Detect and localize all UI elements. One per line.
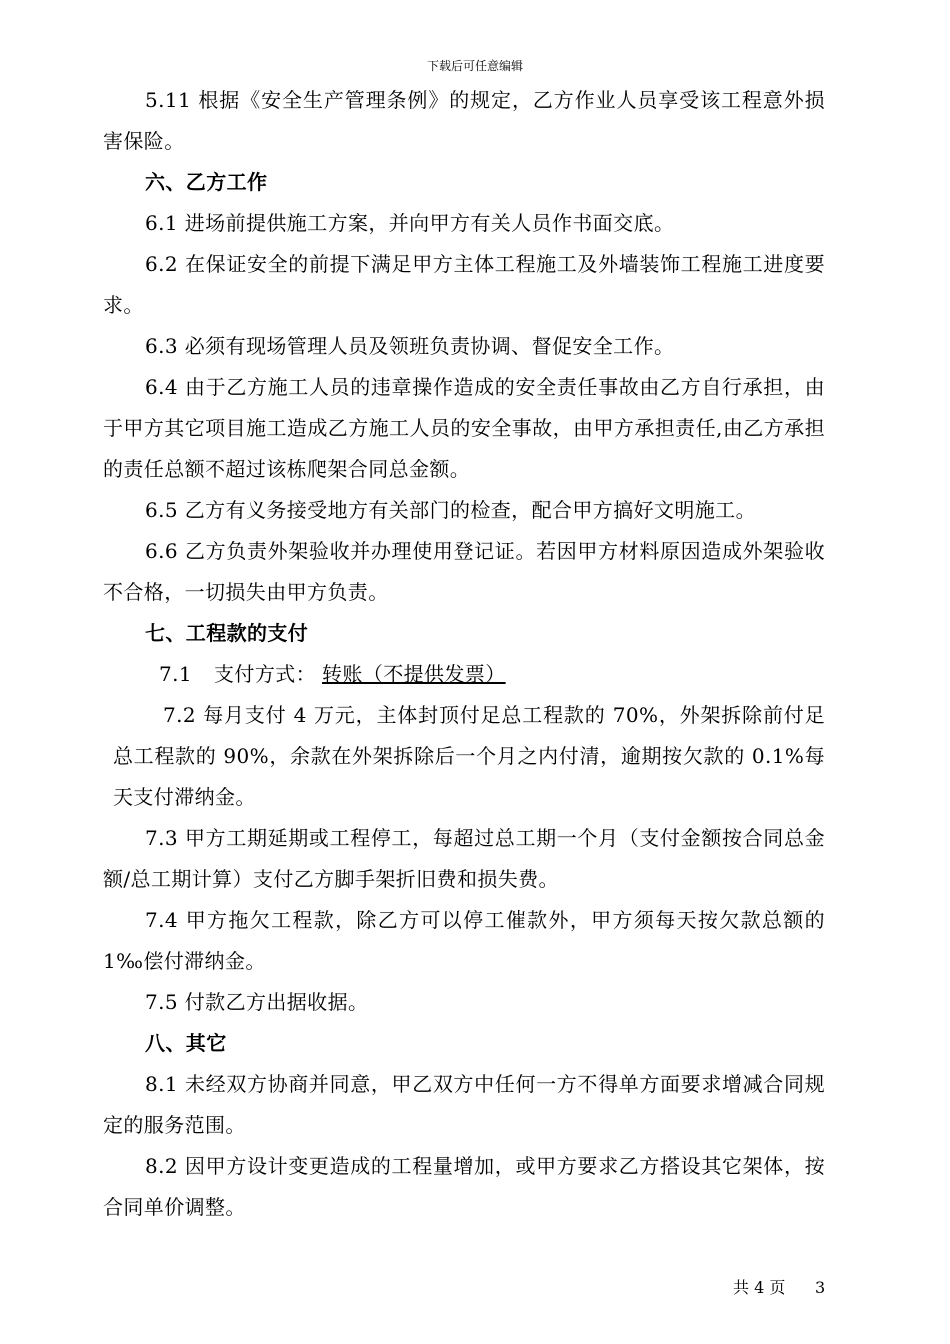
clause-7-4: 7.4 甲方拖欠工程款，除乙方可以停工催款外，甲方须每天按欠款总额的 1‰偿付滞纳金。 bbox=[103, 908, 825, 973]
clause-6-5: 6.5 乙方有义务接受地方有关部门的检查，配合甲方搞好文明施工。 bbox=[145, 498, 756, 522]
clause-5-11: 5.11 根据《安全生产管理条例》的规定，乙方作业人员享受该工程意外损害保险。 bbox=[103, 88, 825, 153]
clause-6-3: 6.3 必须有现场管理人员及领班负责协调、督促安全工作。 bbox=[145, 334, 675, 358]
document-body bbox=[103, 80, 825, 1228]
section-heading-7: 七、工程款的支付 bbox=[145, 621, 309, 645]
clause-7-1-number: 7.1 bbox=[159, 662, 193, 686]
section-heading-8: 八、其它 bbox=[145, 1031, 227, 1055]
clause-7-1 bbox=[103, 654, 825, 695]
clause-8-2: 8.2 因甲方设计变更造成的工程量增加，或甲方要求乙方搭设其它架体，按合同单价调整。 bbox=[103, 1154, 825, 1219]
clause-7-5: 7.5 付款乙方出据收据。 bbox=[145, 990, 369, 1014]
total-pages: 共 4 页 bbox=[733, 1278, 786, 1297]
clause-7-2: 7.2 每月支付 4 万元，主体封顶付足总工程款的 70%，外架拆除前付足总工程款的 90%，余款在外架拆除后一个月之内付清，逾期按欠款的 0.1%每天支付滞纳金。 bbox=[113, 703, 825, 809]
clause-8-1: 8.1 未经双方协商并同意，甲乙双方中任何一方不得单方面要求增减合同规定的服务范围。 bbox=[103, 1072, 825, 1137]
clause-6-2: 6.2 在保证安全的前提下满足甲方主体工程施工及外墙装饰工程施工进度要求。 bbox=[103, 252, 825, 317]
clause-6-6: 6.6 乙方负责外架验收并办理使用登记证。若因甲方材料原因造成外架验收不合格，一切损失由甲方负责。 bbox=[103, 539, 825, 604]
header-note: 下载后可任意编辑 bbox=[426, 59, 523, 73]
section-heading-6: 六、乙方工作 bbox=[145, 170, 268, 194]
page-number: 3 bbox=[815, 1278, 826, 1297]
payment-method-label: 支付方式： bbox=[214, 662, 317, 686]
payment-method-value: 转账（不提供发票） bbox=[322, 662, 506, 686]
clause-7-3: 7.3 甲方工期延期或工程停工，每超过总工期一个月（支付金额按合同总金额/总工期计算）支付乙方脚手架折旧费和损失费。 bbox=[103, 826, 825, 891]
clause-6-1: 6.1 进场前提供施工方案，并向甲方有关人员作书面交底。 bbox=[145, 211, 675, 235]
clause-6-4: 6.4 由于乙方施工人员的违章操作造成的安全责任事故由乙方自行承担，由于甲方其它项目施工造成乙方施工人员的安全事故，由甲方承担责任,由乙方承担的责任总额不超过该栋爬架合同总金额。 bbox=[103, 375, 825, 481]
